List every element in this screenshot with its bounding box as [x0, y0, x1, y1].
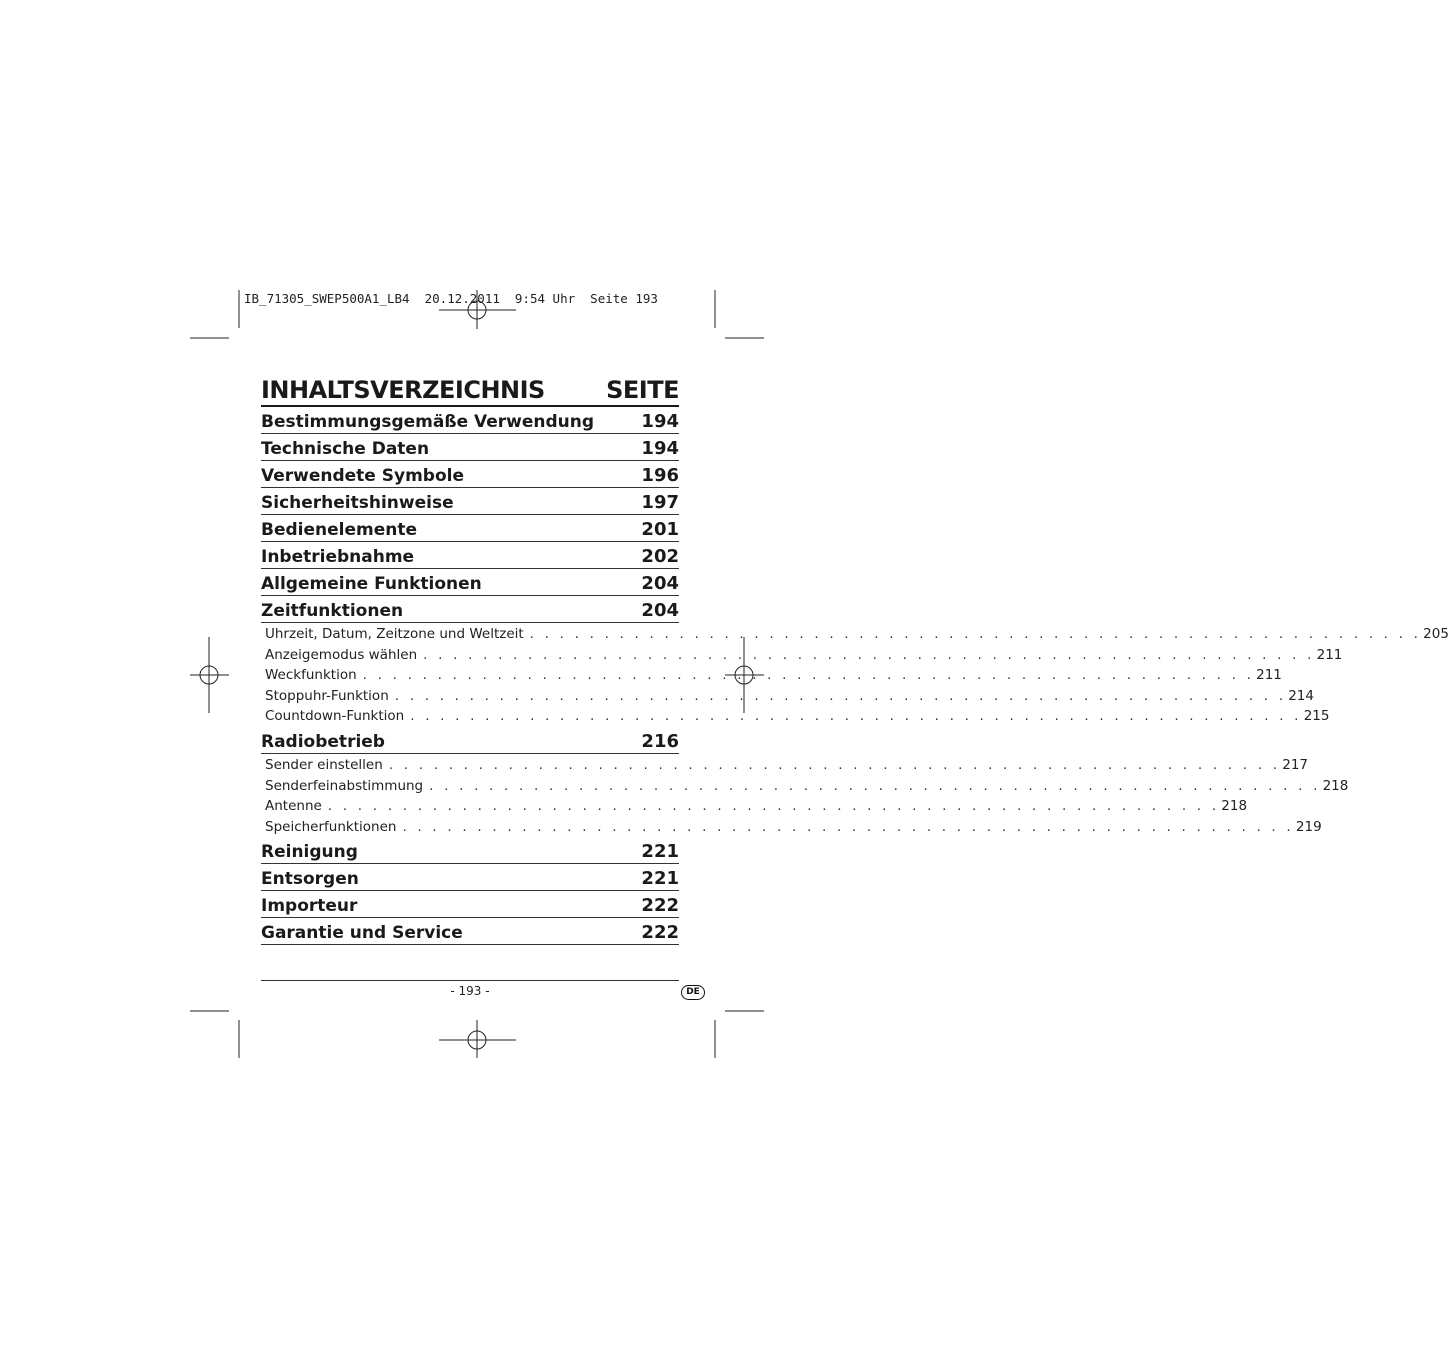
toc-entry-title: Importeur: [261, 896, 358, 917]
toc-subentries: [261, 624, 1449, 727]
toc-subentry-page: 211: [1256, 667, 1282, 684]
toc-subentry-page: 218: [1322, 777, 1349, 794]
toc-entry: [261, 920, 679, 945]
language-badge: DE: [681, 985, 705, 1000]
toc-entry-title: Verwendete Symbole: [261, 466, 464, 486]
toc-subentry-page: 211: [1316, 646, 1343, 663]
toc-subentry-title: Uhrzeit, Datum, Zeitzone und Weltzeit: [265, 626, 524, 642]
toc-subentry: [265, 624, 1449, 645]
toc-title: INHALTSVERZEICHNIS: [261, 376, 545, 404]
toc-subentry: [265, 776, 1349, 797]
toc-entry-title: Inbetriebnahme: [261, 547, 415, 567]
table-of-contents: [261, 376, 1449, 945]
toc-entry: [261, 893, 679, 918]
toc-subentry-title: Weckfunktion: [265, 667, 357, 684]
toc-entry-page: 194: [641, 411, 679, 432]
toc-subentry: [265, 645, 1343, 666]
dot-leader: . . . . . . . . . . . . . . . . . . . . . . . . . . . . . . . . . . . . . . . . . . . . . . . . . . . . . . . . . . . .: [423, 646, 1315, 663]
toc-subentry: [265, 817, 1322, 838]
toc-entry-page: 204: [641, 573, 679, 594]
toc-entry-page: 221: [641, 841, 679, 863]
toc-subentry: [265, 706, 1330, 727]
toc-entry-title: Sicherheitshinweise: [261, 493, 454, 513]
toc-subentry-title: Stoppuhr-Funktion: [265, 687, 389, 704]
toc-subentry-page: 215: [1303, 708, 1330, 725]
toc-entry-title: Zeitfunktionen: [261, 601, 404, 621]
dot-leader: . . . . . . . . . . . . . . . . . . . . . . . . . . . . . . . . . . . . . . . . . . . . . . . . . . . . . . . . . . . .: [529, 626, 1422, 642]
toc-entry: [261, 598, 679, 623]
toc-subentry: [265, 796, 1248, 817]
toc-subentry-page: 217: [1282, 756, 1309, 773]
toc-subentry-title: Speicherfunktionen: [265, 818, 397, 835]
registration-mark-bottom: [439, 1020, 516, 1058]
toc-entry-title: Technische Daten: [261, 439, 430, 459]
toc-entry: [261, 729, 679, 754]
toc-entry: [261, 839, 679, 864]
toc-entry-page: 221: [641, 868, 679, 890]
toc-entry-page: 222: [641, 895, 679, 917]
toc-subentry-title: Countdown-Funktion: [265, 708, 405, 725]
toc-subentries: [261, 755, 1349, 837]
page-number: - 193 -: [450, 984, 490, 998]
toc-entry: [261, 409, 679, 434]
toc-page-label: SEITE: [606, 376, 679, 404]
dot-leader: . . . . . . . . . . . . . . . . . . . . . . . . . . . . . . . . . . . . . . . . . . . . . . . . . . . . . . . . . . . .: [429, 777, 1321, 794]
toc-entry-page: 222: [641, 922, 679, 944]
footer-rule: [261, 980, 679, 981]
dot-leader: . . . . . . . . . . . . . . . . . . . . . . . . . . . . . . . . . . . . . . . . . . . . . . . . . . . . . . . . . . . .: [402, 818, 1294, 835]
toc-entry: [261, 571, 679, 596]
toc-subentry-title: Senderfeinabstimmung: [265, 777, 424, 794]
toc-subentry: [265, 686, 1314, 707]
toc-entry-page: 216: [641, 730, 679, 752]
toc-entry: [261, 490, 679, 515]
dot-leader: . . . . . . . . . . . . . . . . . . . . . . . . . . . . . . . . . . . . . . . . . . . . . . . . . . . . . . . . . . . .: [327, 798, 1220, 815]
toc-subentry-title: Anzeigemodus wählen: [265, 646, 418, 663]
toc-entry-page: 197: [641, 492, 679, 513]
toc-entry-page: 204: [641, 600, 679, 621]
toc-entry-title: Reinigung: [261, 842, 358, 863]
toc-entry-page: 196: [641, 465, 679, 486]
toc-subentry-page: 205: [1423, 626, 1449, 642]
dot-leader: . . . . . . . . . . . . . . . . . . . . . . . . . . . . . . . . . . . . . . . . . . . . . . . . . . . . . . . . . . . .: [394, 687, 1287, 704]
toc-entry: [261, 436, 679, 461]
toc-entry-title: Bedienelemente: [261, 520, 418, 540]
toc-entry-page: 201: [641, 519, 679, 540]
dot-leader: . . . . . . . . . . . . . . . . . . . . . . . . . . . . . . . . . . . . . . . . . . . . . . . . . . . . . . . . . . . .: [362, 667, 1255, 684]
toc-subentry-title: Sender einstellen: [265, 756, 383, 773]
toc-entry-title: Garantie und Service: [261, 923, 463, 944]
toc-subentry-page: 218: [1221, 798, 1248, 815]
toc-entry: [261, 544, 679, 569]
toc-subentry: [265, 665, 1282, 686]
toc-entry: [261, 517, 679, 542]
toc-sections: [261, 409, 1449, 945]
toc-entry-title: Entsorgen: [261, 869, 359, 890]
toc-header: [261, 376, 679, 407]
registration-mark-left: [190, 637, 229, 713]
registration-mark-top: [439, 290, 516, 329]
toc-entry-title: Allgemeine Funktionen: [261, 574, 482, 594]
toc-subentry-page: 214: [1288, 687, 1314, 704]
print-info-slug: IB_71305_SWEP500A1_LB4 20.12.2011 9:54 Uhr Seite 193: [244, 291, 658, 306]
toc-subentry: [265, 755, 1309, 776]
toc-entry: [261, 463, 679, 488]
toc-subentry-title: Antenne: [265, 798, 322, 815]
toc-entry-page: 194: [641, 438, 679, 459]
toc-entry-title: Radiobetrieb: [261, 731, 385, 752]
toc-entry-title: Bestimmungsgemäße Verwendung: [261, 412, 595, 432]
dot-leader: . . . . . . . . . . . . . . . . . . . . . . . . . . . . . . . . . . . . . . . . . . . . . . . . . . . . . . . . . . . .: [410, 708, 1302, 725]
dot-leader: . . . . . . . . . . . . . . . . . . . . . . . . . . . . . . . . . . . . . . . . . . . . . . . . . . . . . . . . . . . .: [388, 756, 1281, 773]
toc-subentry-page: 219: [1295, 818, 1322, 835]
toc-entry-page: 202: [641, 546, 679, 567]
toc-entry: [261, 866, 679, 891]
